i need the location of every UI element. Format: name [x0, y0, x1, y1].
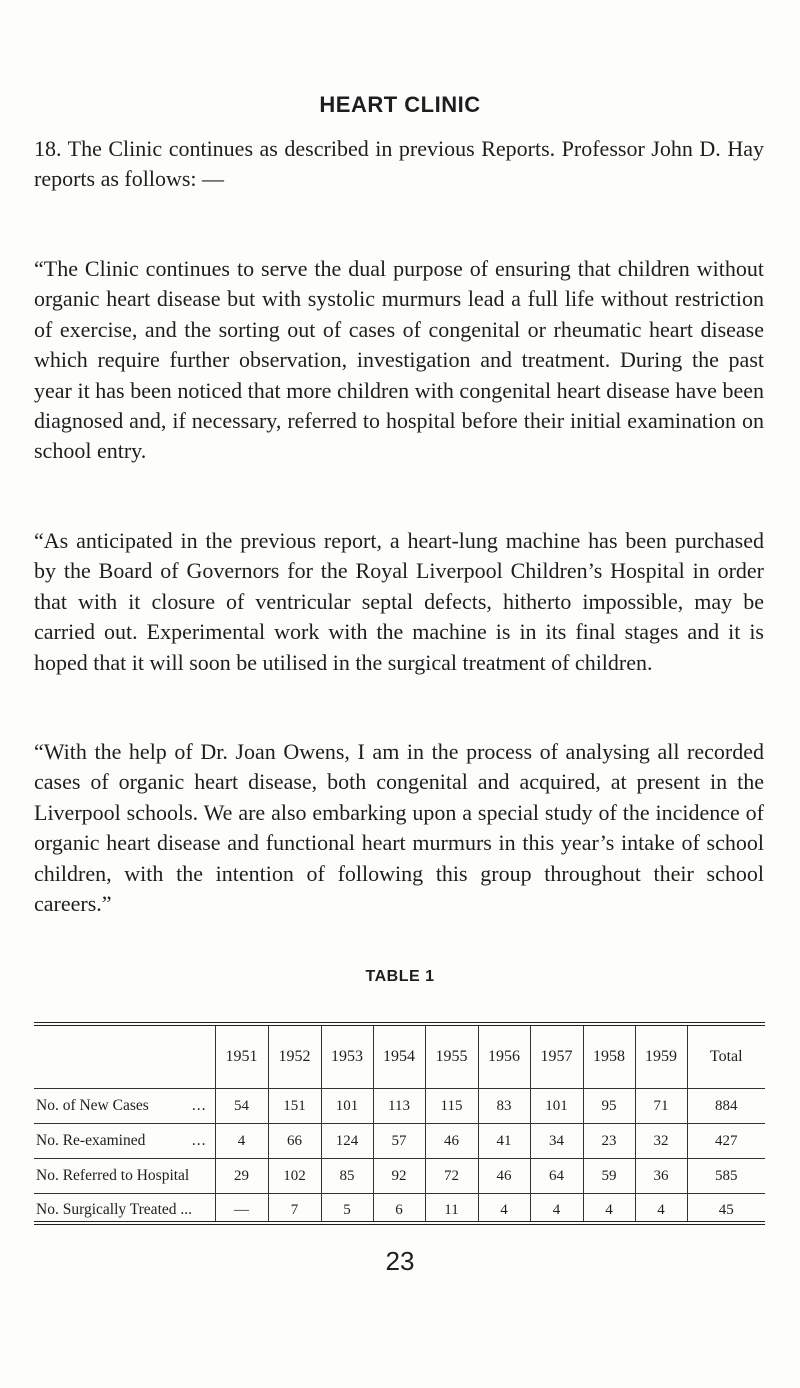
column-header: 1954 — [373, 1024, 425, 1089]
table-cell: 102 — [268, 1159, 321, 1194]
column-header: 1951 — [215, 1024, 268, 1089]
table-row — [34, 1194, 765, 1224]
column-header: 1953 — [321, 1024, 373, 1089]
table-cell: 59 — [583, 1159, 635, 1194]
table-cell: 6 — [373, 1194, 425, 1224]
column-header: 1952 — [268, 1024, 321, 1089]
table-cell-total: 45 — [687, 1194, 765, 1224]
column-header: 1956 — [478, 1024, 530, 1089]
table-cell: — — [215, 1194, 268, 1224]
table-row — [34, 1089, 765, 1124]
table-cell: 92 — [373, 1159, 425, 1194]
table-cell: 113 — [373, 1089, 425, 1124]
table-cell: 95 — [583, 1089, 635, 1124]
table-cell: 41 — [478, 1124, 530, 1159]
table-cell: 72 — [425, 1159, 478, 1194]
table-cell: 34 — [530, 1124, 583, 1159]
heart-clinic-table — [34, 1022, 765, 1225]
table-cell: 124 — [321, 1124, 373, 1159]
table-cell: 29 — [215, 1159, 268, 1194]
table-cell: 36 — [635, 1159, 687, 1194]
table-cell-total: 884 — [687, 1089, 765, 1124]
row-label — [34, 1194, 215, 1224]
table-cell: 46 — [478, 1159, 530, 1194]
row-label — [34, 1089, 215, 1124]
table-cell-total: 427 — [687, 1124, 765, 1159]
page-heading: HEART CLINIC — [319, 92, 481, 117]
row-label-text: No. Referred to Hospital — [36, 1167, 190, 1184]
table-cell: 101 — [530, 1089, 583, 1124]
row-label — [34, 1124, 215, 1159]
table-row — [34, 1124, 765, 1159]
paragraph-intro: 18. The Clinic continues as described in previous Reports. Professor John D. Hay reports as follows: — — [34, 136, 764, 192]
table-cell: 101 — [321, 1089, 373, 1124]
table-cell: 83 — [478, 1089, 530, 1124]
column-header-total: Total — [687, 1024, 765, 1089]
column-header: 1958 — [583, 1024, 635, 1089]
table-cell: 32 — [635, 1124, 687, 1159]
table-cell: 71 — [635, 1089, 687, 1124]
table-cell: 4 — [215, 1124, 268, 1159]
table-cell: 64 — [530, 1159, 583, 1194]
table-title: TABLE 1 — [365, 968, 435, 985]
table-cell: 4 — [583, 1194, 635, 1224]
paragraph-analysis-study: “With the help of Dr. Joan Owens, I am in the process of analysing all recorded cases of organic heart disease, both congenital and acquired, at present in the Liverpool schools. We are also embarking upon a special study of the incidence of organic heart disease and functional heart murmurs in this year’s intake of school children, with the intention of following this group throughout their school careers.” — [34, 739, 764, 917]
table-cell: 85 — [321, 1159, 373, 1194]
row-label — [34, 1159, 215, 1194]
table-cell: 54 — [215, 1089, 268, 1124]
row-label-text: No. Re-examined — [36, 1132, 146, 1149]
table-row — [34, 1159, 765, 1194]
header-corner-cell — [34, 1024, 215, 1089]
table-cell: 151 — [268, 1089, 321, 1124]
table-cell: 5 — [321, 1194, 373, 1224]
table-cell: 66 — [268, 1124, 321, 1159]
row-label-text: No. of New Cases — [36, 1097, 149, 1114]
row-label-dots: ... — [191, 1097, 207, 1114]
table-header-row — [34, 1024, 765, 1089]
page-number: 23 — [385, 1246, 415, 1276]
row-label-dots: ... — [191, 1132, 207, 1149]
paragraph-heart-lung-machine: “As anticipated in the previous report, a heart-lung machine has been purchased by the Board of Governors for the Royal Liverpool Children’s Hospital in order that with it closure of ventricular septal defects, hitherto impossible, may be carried out. Experimental work with the machine is in its final stages and it is hoped that it will soon be utilised in the surgical treatment of children. — [34, 528, 764, 675]
table-cell: 4 — [635, 1194, 687, 1224]
table-cell: 7 — [268, 1194, 321, 1224]
table-cell: 115 — [425, 1089, 478, 1124]
table-cell: 57 — [373, 1124, 425, 1159]
column-header: 1959 — [635, 1024, 687, 1089]
column-header: 1957 — [530, 1024, 583, 1089]
paragraph-clinic-purpose: “The Clinic continues to serve the dual purpose of ensuring that children without organic heart disease but with systolic murmurs lead a full life without restriction of exercise, and the sorting out of cases of congenital or rheumatic heart disease which require further observation, investigation and treatment. During the past year it has been noticed that more children with congenital heart disease have been diagnosed and, if necessary, referred to hospital before their initial examination on school entry. — [34, 256, 764, 464]
table-cell: 4 — [478, 1194, 530, 1224]
table-cell: 46 — [425, 1124, 478, 1159]
table-cell: 11 — [425, 1194, 478, 1224]
row-label-text: No. Surgically Treated ... — [36, 1201, 192, 1218]
table-cell: 23 — [583, 1124, 635, 1159]
table-cell: 4 — [530, 1194, 583, 1224]
table-cell-total: 585 — [687, 1159, 765, 1194]
column-header: 1955 — [425, 1024, 478, 1089]
